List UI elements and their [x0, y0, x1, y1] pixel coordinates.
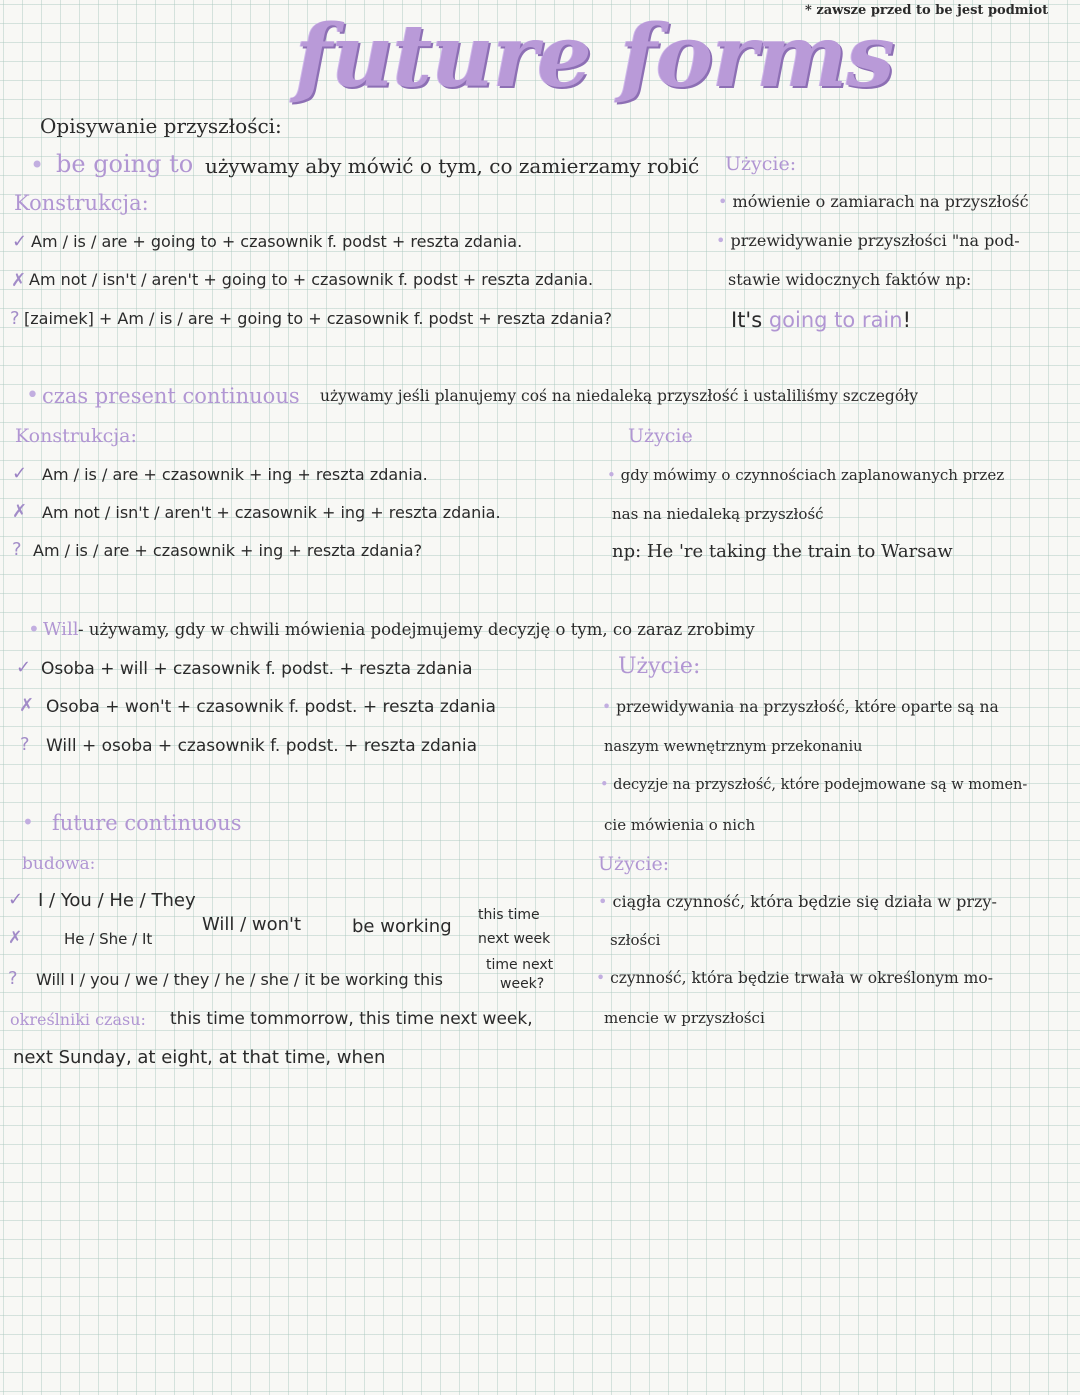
bullet: •	[22, 810, 34, 834]
description: używamy aby mówić o tym, co zamierzamy robić	[205, 154, 700, 178]
check-icon: ✓	[16, 657, 32, 678]
affirmative-line: Am / is / are + czasownik + ing + reszta zdania.	[42, 465, 428, 484]
usage-item: • ciągła czynność, która będzie się działa w przy-	[598, 892, 997, 911]
time-expression: next week	[478, 931, 551, 947]
bullet: •	[28, 617, 40, 641]
term-future-continuous: future continuous	[52, 811, 242, 835]
page-title: future forms	[295, 6, 894, 107]
usage-item: • przewidywanie przyszłości "na pod-	[716, 231, 1020, 250]
bullet: •	[26, 383, 39, 408]
subject-plural: I / You / He / They	[38, 890, 196, 911]
usage-item-cont: cie mówienia o nich	[604, 816, 756, 834]
question-line: Will I / you / we / they / he / she / it be working this	[36, 970, 443, 989]
heading: Opisywanie przyszłości:	[40, 114, 282, 138]
question-icon: ?	[12, 539, 22, 560]
affirmative-line: Am / is / are + going to + czasownik f. podst + reszta zdania.	[31, 232, 523, 251]
usage-item: • mówienie o zamiarach na przyszłość	[718, 192, 1029, 211]
question-line: [zaimek] + Am / is / are + going to + czasownik f. podst + reszta zdania?	[24, 309, 612, 328]
question-icon: ?	[10, 308, 20, 329]
question-line: Am / is / are + czasownik + ing + reszta zdania?	[33, 541, 423, 560]
cross-icon: ✗	[19, 695, 35, 716]
top-note: * zawsze przed to be jest podmiot	[805, 3, 1049, 18]
cross-icon: ✗	[11, 270, 27, 291]
construct-label: Konstrukcja:	[15, 425, 137, 447]
term-present-continuous: czas present continuous	[42, 384, 300, 408]
usage-label: Użycie	[628, 425, 693, 447]
bullet: •	[30, 151, 45, 179]
question-line: Will + osoba + czasownik f. podst. + reszta zdania	[46, 736, 478, 756]
description: używamy jeśli planujemy coś na niedaleką przyszłość i ustaliliśmy szczegóły	[320, 387, 918, 405]
time-markers: next Sunday, at eight, at that time, when	[13, 1047, 386, 1068]
will-wont: Will / won't	[202, 914, 302, 935]
question-icon: ?	[8, 968, 18, 989]
negative-line: Am not / isn't / aren't + going to + czasownik f. podst + reszta zdania.	[29, 270, 594, 289]
check-icon: ✓	[8, 889, 24, 910]
description: - używamy, gdy w chwili mówienia podejmujemy decyzję o tym, co zaraz zrobimy	[78, 620, 755, 639]
usage-item: • przewidywania na przyszłość, które oparte są na	[602, 698, 999, 716]
term-be-going-to: be going to	[56, 150, 194, 178]
subject-singular: He / She / It	[64, 930, 153, 948]
usage-item-cont: mencie w przyszłości	[604, 1009, 765, 1027]
cross-icon: ✗	[8, 928, 23, 948]
construct-label: Konstrukcja:	[14, 191, 149, 215]
term-will: Will	[43, 619, 79, 640]
markers-label: określniki czasu:	[10, 1010, 146, 1029]
usage-item: • decyzje na przyszłość, które podejmowane są w momen-	[600, 777, 1028, 793]
check-icon: ✓	[12, 463, 28, 484]
be-working: be working	[352, 916, 452, 937]
usage-label: Użycie:	[725, 153, 797, 175]
negative-line: Osoba + won't + czasownik f. podst. + reszta zdania	[46, 697, 496, 717]
time-expression: week?	[500, 976, 545, 992]
cross-icon: ✗	[12, 501, 28, 522]
time-markers: this time tommorrow, this time next week,	[170, 1009, 533, 1029]
affirmative-line: Osoba + will + czasownik f. podst. + reszta zdania	[41, 659, 473, 679]
usage-label: Użycie:	[598, 853, 670, 875]
usage-item: • czynność, która będzie trwała w określonym mo-	[596, 969, 993, 987]
usage-item: • gdy mówimy o czynnościach zaplanowanych przez	[607, 466, 1005, 484]
question-icon: ?	[20, 734, 30, 755]
usage-item-cont: stawie widocznych faktów np:	[728, 270, 972, 289]
time-expression: this time	[478, 907, 540, 923]
build-label: budowa:	[22, 854, 96, 874]
negative-line: Am not / isn't / aren't + czasownik + ing + reszta zdania.	[42, 503, 501, 522]
usage-label: Użycie:	[618, 654, 701, 679]
example: It's going to rain!	[731, 308, 911, 332]
time-expression: time next	[486, 957, 554, 973]
usage-item-cont: szłości	[610, 931, 661, 949]
check-icon: ✓	[12, 231, 28, 252]
usage-item-cont: naszym wewnętrznym przekonaniu	[604, 739, 863, 755]
usage-item-cont: nas na niedaleką przyszłość	[612, 505, 824, 523]
example: np: He 're taking the train to Warsaw	[612, 541, 953, 562]
